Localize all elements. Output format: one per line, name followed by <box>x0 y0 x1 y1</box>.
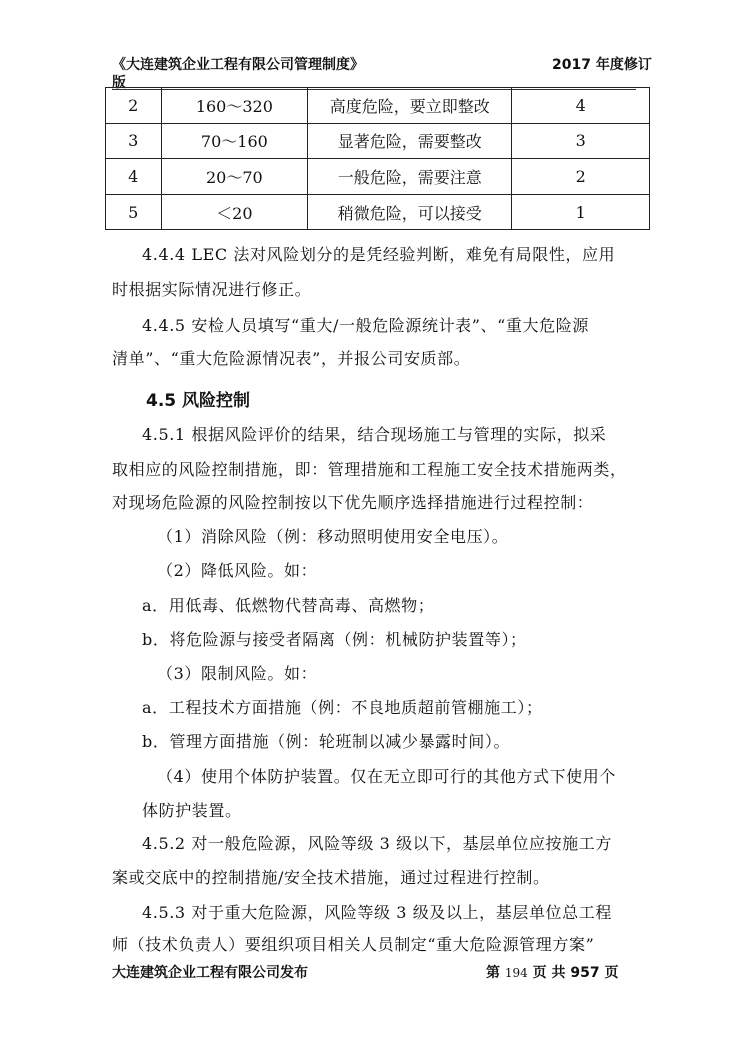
paragraph-4-4-5-line-1: 4.4.5 安检人员填写“重大/一般危险源统计表”、“重大危险源 <box>142 316 589 335</box>
list-item-3b: b．管理方面措施（例：轮班制以减少暴露时间）。 <box>142 732 511 751</box>
page-total: 957 <box>570 965 600 981</box>
paragraph-4-5-1-line-3: 对现场危险源的风险控制按以下优先顺序选择措施进行过程控制： <box>112 493 594 512</box>
table-cell: 3 <box>512 123 650 159</box>
list-item-2b: b．将危险源与接受者隔离（例：机械防护装置等）； <box>142 630 527 649</box>
list-item-4-line-1: （4）使用个体防护装置。仅在无立即可行的其他方式下使用个 <box>157 767 616 786</box>
header-edition: 2017 年度修订 <box>552 57 652 73</box>
paragraph-4-5-3-line-1: 4.5.3 对于重大危险源，风险等级 3 级及以上，基层单位总工程 <box>142 903 612 922</box>
table-cell: 4 <box>512 88 650 124</box>
risk-level-table <box>105 87 650 230</box>
page-suffix: 页 <box>604 965 619 981</box>
table-cell: 3 <box>106 123 162 159</box>
paragraph-4-4-4-line-2: 时根据实际情况进行修正。 <box>112 280 312 299</box>
table-cell: 5 <box>106 194 162 230</box>
page-number: 194 <box>504 966 528 980</box>
footer-page-info <box>486 962 619 982</box>
table-cell: 4 <box>106 159 162 195</box>
table-cell: ＜20 <box>161 194 308 230</box>
list-item-2: （2）降低风险。如： <box>157 561 318 580</box>
page-mid: 页 共 <box>532 965 566 981</box>
section-heading-4-5: 4.5 风险控制 <box>146 391 251 411</box>
table-row <box>106 159 650 195</box>
header-edition-wrap: 版 <box>112 75 126 91</box>
table-row <box>106 194 650 230</box>
table-cell: 稍微危险，可以接受 <box>308 194 512 230</box>
page-prefix: 第 <box>486 965 500 981</box>
table-cell: 高度危险，要立即整改 <box>308 88 512 124</box>
table-row <box>106 88 650 124</box>
table-cell: 20～70 <box>161 159 308 195</box>
list-item-2a: a．用低毒、低燃物代替高毒、高燃物； <box>142 596 435 615</box>
paragraph-4-4-4-line-1: 4.4.4 LEC 法对风险划分的是凭经验判断，难免有局限性，应用 <box>142 245 616 264</box>
table-cell: 一般危险，需要注意 <box>308 159 512 195</box>
list-item-4-line-2: 体防护装置。 <box>142 801 242 820</box>
paragraph-4-5-3-line-2: 师（技术负责人）要组织项目相关人员制定“重大危险源管理方案” <box>112 935 595 954</box>
table-cell: 1 <box>512 194 650 230</box>
table-cell: 2 <box>106 88 162 124</box>
paragraph-4-4-5-line-2: 清单”、“重大危险源情况表”，并报公司安质部。 <box>112 349 471 368</box>
table-cell: 160～320 <box>161 88 308 124</box>
list-item-3: （3）限制风险。如： <box>157 664 318 683</box>
table-cell: 显著危险，需要整改 <box>308 123 512 159</box>
paragraph-4-5-2-line-1: 4.5.2 对一般危险源，风险等级 3 级以下，基层单位应按施工方 <box>142 834 612 853</box>
table-cell: 70～160 <box>161 123 308 159</box>
paragraph-4-5-1-line-2: 取相应的风险控制措施，即：管理措施和工程施工安全技术措施两类， <box>112 460 627 479</box>
header-title: 《大连建筑企业工程有限公司管理制度》 <box>112 57 364 73</box>
footer-publisher: 大连建筑企业工程有限公司发布 <box>112 965 308 981</box>
paragraph-4-5-1-line-1: 4.5.1 根据风险评价的结果，结合现场施工与管理的实际，拟采 <box>142 425 607 444</box>
paragraph-4-5-2-line-2: 案或交底中的控制措施/安全技术措施，通过过程进行控制。 <box>112 868 550 887</box>
list-item-3a: a．工程技术方面措施（例：不良地质超前管棚施工）； <box>142 698 543 717</box>
table-row <box>106 123 650 159</box>
table-cell: 2 <box>512 159 650 195</box>
list-item-1: （1）消除风险（例：移动照明使用安全电压）。 <box>157 527 509 546</box>
